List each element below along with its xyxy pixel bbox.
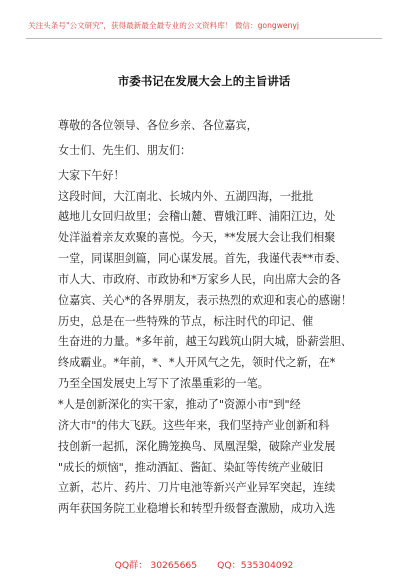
paragraph-line: 乃至全国发展史上写下了浓墨重彩的一笔。: [58, 377, 269, 391]
paragraph-line: 位嘉宾、关心*的各界朋友，表示热烈的欢迎和衷心的感谢！: [58, 293, 352, 307]
greeting-line: 大家下午好！: [58, 168, 125, 182]
qq-number: QQ：535304092: [217, 560, 294, 571]
salutation-line: 女士们、先生们、朋友们：: [58, 143, 192, 157]
paragraph-line: 生奋进的力量。*多年前，越王勾践筑山阴大城，卧薪尝胆、: [58, 335, 352, 349]
paragraph-line: 市人大、市政府、市政协和*万家乡人民，向出席大会的各: [58, 272, 341, 286]
salutation-line: 尊敬的各位领导、各位乡亲、各位嘉宾，: [58, 119, 258, 132]
paragraph-line: *人是创新深化的实干家，推动了"资源小市"到"经: [58, 397, 301, 411]
paragraph-line: 立新，芯片、药片、刀片电池等新兴产业异军突起，连续: [58, 481, 336, 495]
paragraph-line: 处洋溢着亲友欢聚的喜悦。今天，**发展大会让我们相聚: [58, 231, 336, 245]
footer-contact: [0, 557, 408, 571]
paragraph-line: 历史，总是在一些特殊的节点，标注时代的印记、催: [58, 314, 314, 328]
header-divider: [26, 38, 382, 39]
paragraph-line: 这段时间，大江南北、长城内外、五湖四海，一批批: [58, 189, 314, 203]
qq-group-number: QQ群： 30265665: [114, 560, 198, 571]
paragraph-line: 济大市"的伟大飞跃。这些年来，我们坚持产业创新和科: [58, 418, 330, 432]
paragraph-line: 技创新一起抓，深化腾笼换鸟、凤凰涅槃，破除产业发展: [58, 439, 336, 453]
paragraph-line: 越地儿女回归故里；会稽山麓、曹娥江畔、浦阳江边，处: [58, 210, 336, 224]
document-title: 市委书记在发展大会上的主旨讲话: [117, 74, 291, 88]
paragraph-line: 终成霸业。*年前，*、*人开风气之先，领时代之新，在*: [58, 356, 336, 370]
paragraph-line: 两年获国务院工业稳增长和转型升级督查激励，成功入选: [58, 502, 336, 516]
document-body: [58, 116, 358, 520]
paragraph-line: 一堂，同谋胆剑篇，同心谋发展。首先，我谨代表**市委、: [58, 252, 347, 266]
paragraph-line: "成长的烦恼"，推动酒缸、酱缸、染缸等传统产业破旧: [58, 460, 324, 474]
header-banner: 关注头条号"公文研究"，获得最新最全最专业的公文资料库！ 微信：gongwenyj: [28, 21, 300, 30]
